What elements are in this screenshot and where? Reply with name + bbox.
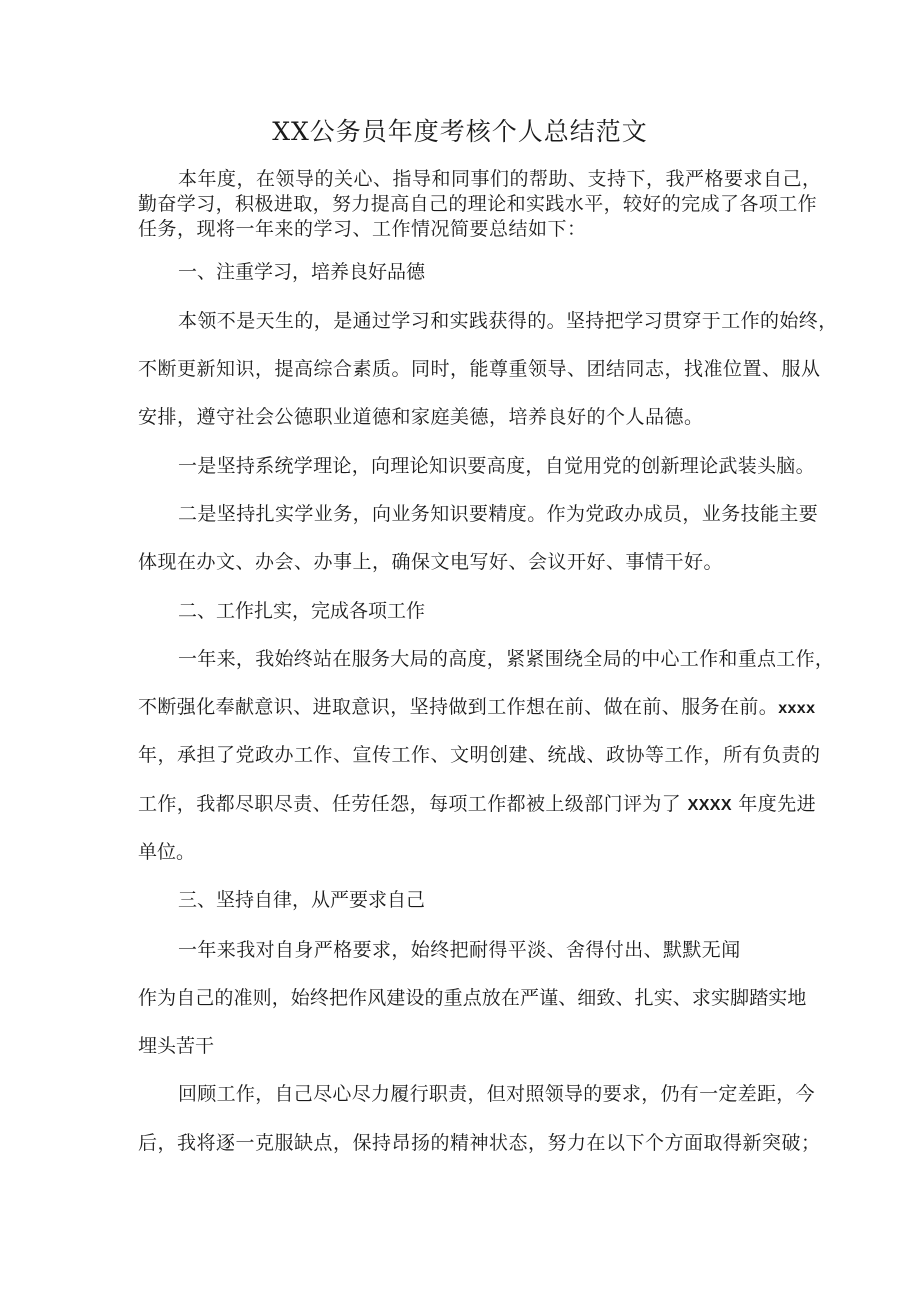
paragraph-line: 不断更新知识，提高综合素质。同时，能尊重领导、团结同志，找准位置、服从	[138, 358, 821, 380]
section-heading: 二、工作扎实，完成各项工作	[178, 600, 426, 622]
paragraph-line: 单位。	[138, 841, 196, 863]
paragraph-line	[138, 692, 815, 724]
paragraph-line: 本领不是天生的，是通过学习和实践获得的。坚持把学习贯穿于工作的始终，	[178, 310, 838, 332]
section-heading: 三、坚持自律，从严要求自己	[178, 889, 426, 911]
paragraph-line: 埋头苦干	[138, 1035, 215, 1057]
paragraph-line: 作为自己的准则，始终把作风建设的重点放在严谨、细致、扎实、求实脚踏实地	[138, 987, 807, 1009]
paragraph-line: 回顾工作，自己尽心尽力履行职责，但对照领导的要求，仍有一定差距，今	[178, 1083, 815, 1105]
paragraph-line: 后，我将逐一克服缺点，保持昂扬的精神状态，努力在以下个方面取得新突破；	[138, 1132, 821, 1154]
paragraph-text: 不断强化奉献意识、进取意识，坚持做到工作想在前、做在前、服务在前。	[138, 696, 779, 718]
paragraph-line: 本年度，在领导的关心、指导和同事们的帮助、支持下，我严格要求自己，	[178, 168, 822, 190]
paragraph-line: 勤奋学习，积极进取，努力提高自己的理论和实践水平，较好的完成了各项工作	[138, 193, 818, 215]
paragraph-line: 任务，现将一年来的学习、工作情况简要总结如下：	[138, 218, 587, 240]
paragraph-line: 一年来，我始终站在服务大局的高度，紧紧围绕全局的中心工作和重点工作，	[178, 648, 835, 670]
paragraph-line: 年，承担了党政办工作、宣传工作、文明创建、统战、政协等工作，所有负责的	[138, 744, 821, 766]
paragraph-text: 年度先进	[738, 793, 817, 815]
paragraph-line: 二是坚持扎实学业务，向业务知识要精度。作为党政办成员，业务技能主要	[178, 503, 819, 525]
paragraph-line: 体现在办文、办会、办事上，确保文电写好、会议开好、事情干好。	[138, 551, 724, 573]
paragraph-line: 一是坚持系统学理论，向理论知识要高度，自觉用党的创新理论武装头脑。	[178, 455, 815, 477]
paragraph-text: 工作，我都尽职尽责、任劳任怨，每项工作都被上级部门评为了	[138, 793, 682, 815]
document-title: XX公务员年度考核个人总结范文	[272, 117, 648, 146]
year-placeholder: xxxx	[778, 700, 816, 717]
paragraph-line: 一年来我对自身严格要求，始终把耐得平淡、舍得付出、默默无闻	[178, 939, 741, 961]
year-placeholder: XXXX	[687, 797, 732, 814]
paragraph-line	[138, 789, 816, 821]
section-heading: 一、注重学习，培养良好品德	[178, 261, 426, 283]
paragraph-line: 安排，遵守社会公德职业道德和家庭美德，培养良好的个人品德。	[138, 406, 704, 428]
